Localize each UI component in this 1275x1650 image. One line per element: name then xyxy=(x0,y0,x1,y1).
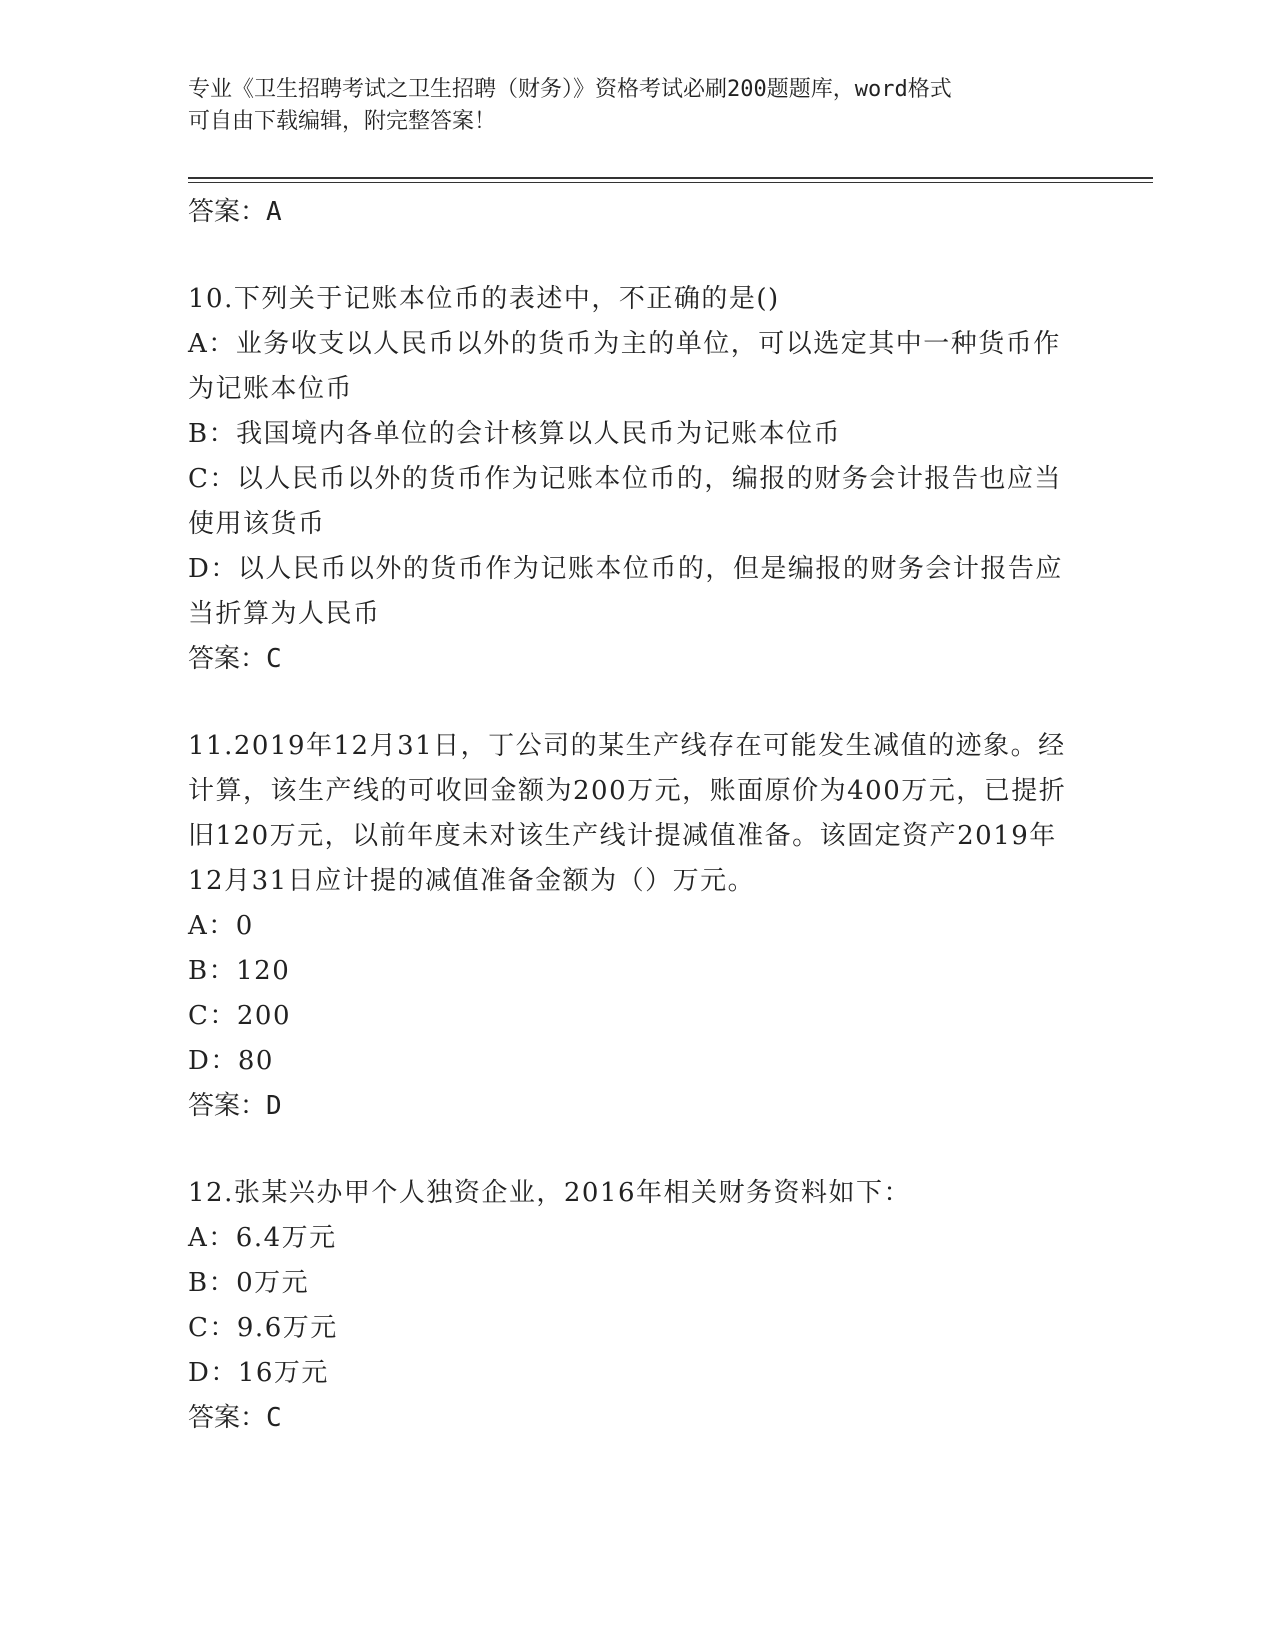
spacer xyxy=(188,235,1088,277)
question-11 xyxy=(188,724,1088,1129)
answer: 答案：C xyxy=(188,644,282,674)
spacer xyxy=(188,682,1088,724)
answer: 答案：D xyxy=(188,1091,282,1121)
option-d: D：80 xyxy=(188,1046,274,1076)
question-title: 12.张某兴办甲个人独资企业，2016年相关财务资料如下： xyxy=(188,1178,912,1208)
option-c: C：200 xyxy=(188,1001,292,1031)
question-content xyxy=(188,190,1088,1441)
option-b: B：120 xyxy=(188,956,291,986)
question-title: 10.下列关于记账本位币的表述中，不正确的是() xyxy=(188,284,780,314)
question-12 xyxy=(188,1171,1088,1441)
answer-previous: 答案：A xyxy=(188,197,282,227)
option-c: C：9.6万元 xyxy=(188,1313,338,1343)
spacer xyxy=(188,1129,1088,1171)
option-a: A：业务收支以人民币以外的货币为主的单位，可以选定其中一种货币作为记账本位币 xyxy=(188,329,1061,404)
question-10 xyxy=(188,277,1088,682)
option-b: B：我国境内各单位的会计核算以人民币为记账本位币 xyxy=(188,419,842,449)
header-title-line-2: 可自由下载编辑，附完整答案！ xyxy=(188,109,497,134)
answer: 答案：C xyxy=(188,1403,282,1433)
option-c: C：以人民币以外的货币作为记账本位币的，编报的财务会计报告也应当使用该货币 xyxy=(188,464,1062,539)
option-a: A：6.4万元 xyxy=(188,1223,337,1253)
header-rule-thin xyxy=(188,182,1153,183)
option-d: D：16万元 xyxy=(188,1358,329,1388)
header-rule-thick xyxy=(188,177,1153,179)
option-b: B：0万元 xyxy=(188,1268,310,1298)
question-title: 11.2019年12月31日，丁公司的某生产线存在可能发生减值的迹象。经计算，该生产线的可收回金额为200万元，账面原价为400万元，已提折旧120万元，以前年度未对该生产线计提减值准备。该固定资产2019年12月31日应计提的减值准备金额为（）万元。 xyxy=(188,731,1067,896)
document-header xyxy=(188,74,1088,138)
option-a: A：0 xyxy=(188,911,254,941)
header-title-line-1: 专业《卫生招聘考试之卫生招聘（财务）》资格考试必刷200题题库，word格式 xyxy=(188,77,952,102)
option-d: D：以人民币以外的货币作为记账本位币的，但是编报的财务会计报告应当折算为人民币 xyxy=(188,554,1063,629)
